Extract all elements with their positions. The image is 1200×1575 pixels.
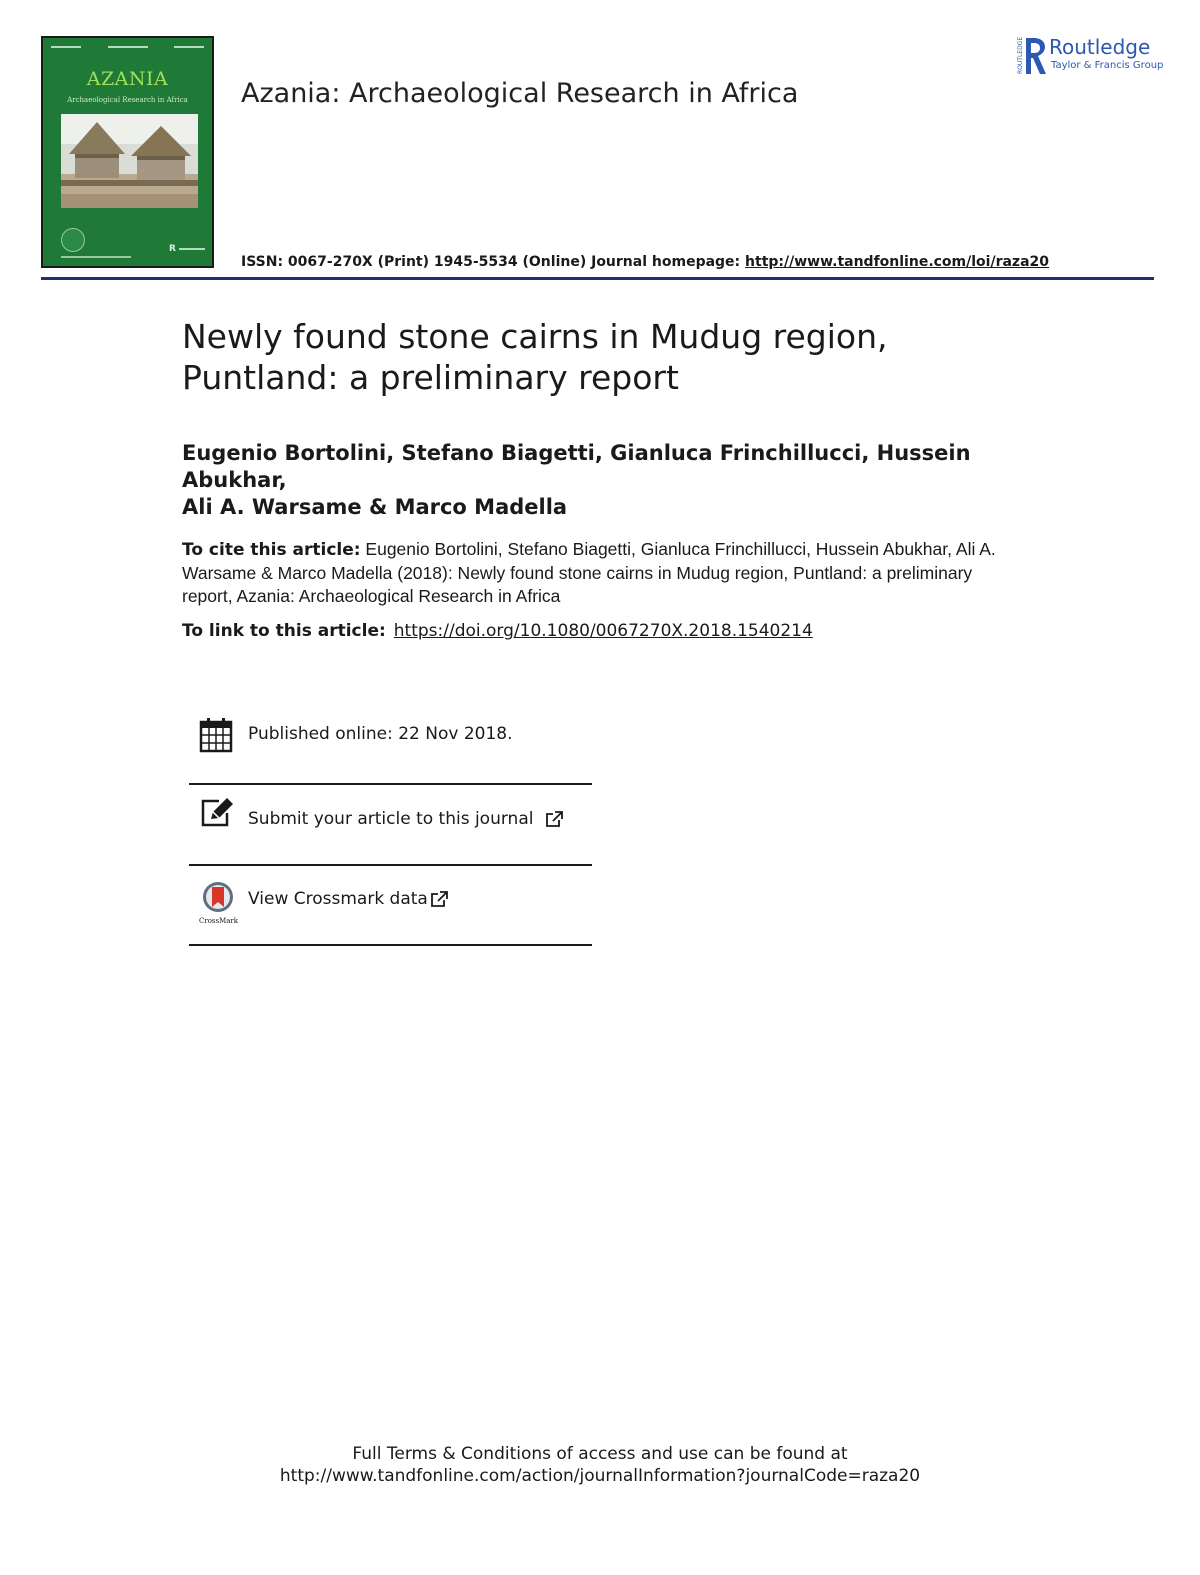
article-title-line-2: Puntland: a preliminary report [182, 358, 679, 397]
info-divider-1 [189, 783, 592, 785]
external-link-icon [545, 811, 563, 828]
crossmark-label: View Crossmark data [248, 889, 428, 909]
citation-block [182, 538, 1012, 608]
external-link-icon [430, 891, 448, 908]
terms-footer-line-1: Full Terms & Conditions of access and use can be found at [352, 1444, 848, 1464]
citation-text: Eugenio Bortolini, Stefano Biagetti, Gianluca Frinchillucci, Hussein Abukhar, Ali A. Warsame & Marco Madella (2018): Newly found stone cairns in Mudug region, Puntland: a preliminary report, Azania: Archaeological Research in Africa [182, 539, 996, 606]
issn-line [241, 254, 1049, 270]
citation-label: To cite this article: [182, 540, 361, 560]
article-link-label: To link to this article: [182, 621, 386, 641]
submit-article-link[interactable] [248, 809, 563, 829]
cover-footer-line [61, 256, 131, 258]
terms-footer-url[interactable]: http://www.tandfonline.com/action/journalInformation?journalCode=raza20 [279, 1466, 921, 1486]
info-divider-2 [189, 864, 592, 866]
crossmark-badge[interactable] [199, 881, 237, 923]
doi-link[interactable]: https://doi.org/10.1080/0067270X.2018.1540214 [393, 621, 813, 641]
publisher-tagline: Taylor & Francis Group [1051, 60, 1164, 71]
crossmark-icon [199, 881, 237, 913]
article-title [182, 316, 1082, 398]
info-divider-3 [189, 944, 592, 946]
authors-line-2: Ali A. Warsame & Marco Madella [182, 495, 568, 519]
cover-subtitle: Archaeological Research in Africa [67, 96, 188, 104]
submit-article-label: Submit your article to this journal [248, 809, 534, 829]
publisher-name: Routledge [1049, 35, 1151, 59]
article-link-line [182, 621, 813, 641]
terms-footer [0, 1443, 1200, 1487]
edit-icon[interactable] [199, 797, 235, 829]
authors-line-1: Eugenio Bortolini, Stefano Biagetti, Gianluca Frinchillucci, Hussein Abukhar, [182, 441, 971, 492]
journal-cover [41, 36, 214, 268]
published-online-text: Published online: 22 Nov 2018. [248, 724, 513, 744]
calendar-icon [199, 717, 233, 753]
article-authors [182, 440, 1082, 521]
crossmark-caption: CrossMark [199, 917, 239, 925]
issn-text: ISSN: 0067-270X (Print) 1945-5534 (Online) Journal homepage: [241, 254, 746, 270]
cover-photo-huts [61, 114, 198, 208]
crossmark-link[interactable] [248, 889, 448, 909]
header-divider [41, 277, 1154, 280]
cover-top-lines [51, 46, 204, 52]
routledge-r-icon [1016, 34, 1046, 76]
cover-title: AZANIA [86, 68, 169, 90]
article-title-line-1: Newly found stone cairns in Mudug region, [182, 317, 888, 356]
journal-homepage-link[interactable]: http://www.tandfonline.com/loi/raza20 [745, 254, 1050, 270]
routledge-logo [1016, 34, 1164, 76]
cover-publisher-mark: R [169, 244, 205, 254]
cover-seal-icon [61, 228, 85, 252]
journal-title: Azania: Archaeological Research in Africa [241, 78, 799, 109]
routledge-side-text: ROUTLEDGE [1017, 36, 1024, 74]
